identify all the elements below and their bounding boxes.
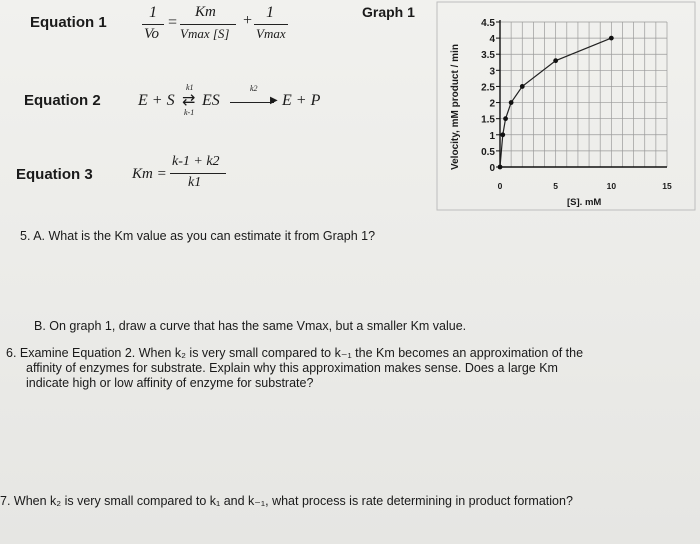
graph-y-axis-label: Velocity, mM product / min	[450, 44, 461, 170]
eq2-reactants: E + S	[138, 92, 175, 109]
x-tick-label: 10	[606, 181, 617, 191]
x-tick-label: 5	[553, 181, 559, 191]
y-tick-label: 0.5	[481, 146, 495, 158]
eq2-arrowhead-icon: ▶	[270, 95, 278, 106]
y-tick-label: 3	[489, 66, 495, 78]
eq1-lhs-numerator: 1	[149, 4, 157, 21]
data-point	[553, 58, 558, 63]
eq1-plus: +	[242, 12, 253, 29]
data-point	[503, 116, 508, 121]
y-tick-label: 4	[489, 34, 495, 46]
eq3-km-equals: Km =	[132, 166, 167, 182]
eq1-km: Km	[195, 4, 216, 20]
eq2-es: ES	[202, 92, 220, 109]
eq1-vmax-s: Vmax [S]	[180, 26, 230, 41]
x-tick-label: 0	[497, 181, 503, 191]
y-tick-label: 2	[489, 98, 495, 110]
y-tick-label: 1.5	[481, 114, 495, 126]
x-tick-label: 15	[662, 181, 672, 191]
question-5b: B. On graph 1, draw a curve that has the same Vmax, but a smaller Km value.	[34, 319, 467, 333]
graph-frame	[437, 2, 695, 210]
eq1-equals: =	[167, 14, 178, 31]
eq2-k-minus-1: k-1	[184, 108, 195, 117]
equation-2-label: Equation 2	[24, 92, 101, 109]
chart-axes	[496, 20, 667, 167]
question-6-line-1: 6. Examine Equation 2. When k₂ is very small compared to k₋₁ the Km becomes an approximation of the	[6, 346, 584, 360]
y-tick-label: 4.5	[481, 18, 495, 29]
question-5a: 5. A. What is the Km value as you can estimate it from Graph 1?	[20, 229, 376, 243]
eq2-products: E + P	[282, 92, 321, 109]
eq2-equilibrium-arrows-icon: ⇄	[182, 90, 196, 109]
question-6-line-2: affinity of enzymes for substrate. Explain why this approximation makes sense. Does a large Km	[26, 361, 558, 375]
eq2-k2: k2	[250, 84, 258, 93]
question-6-line-3: indicate high or low affinity of enzyme for substrate?	[26, 376, 314, 390]
y-tick-label: 0	[489, 163, 495, 174]
eq3-numerator: k-1 + k2	[172, 154, 220, 169]
graph-title: Graph 1	[362, 4, 415, 20]
data-point	[520, 84, 525, 89]
equation-1-label: Equation 1	[30, 14, 107, 31]
data-point	[609, 36, 614, 41]
graph-x-axis-label: [S]. mM	[567, 197, 602, 208]
y-tick-label: 1	[489, 130, 495, 142]
eq1-vmax: Vmax	[256, 26, 286, 41]
chart-grid	[500, 22, 667, 167]
eq2-k1: k1	[186, 83, 194, 92]
equation-3-label: Equation 3	[16, 166, 93, 183]
eq1-one: 1	[266, 4, 274, 21]
eq3-denominator: k1	[188, 175, 202, 190]
eq1-lhs-denominator: Vo	[144, 26, 159, 42]
data-point	[498, 165, 503, 170]
y-tick-label: 3.5	[481, 50, 495, 62]
question-7: 7. When k₂ is very small compared to k₁ and k₋₁, what process is rate determining in product formation?	[0, 494, 573, 508]
y-tick-label: 2.5	[481, 82, 495, 94]
data-point	[509, 100, 514, 105]
data-point	[500, 132, 505, 137]
